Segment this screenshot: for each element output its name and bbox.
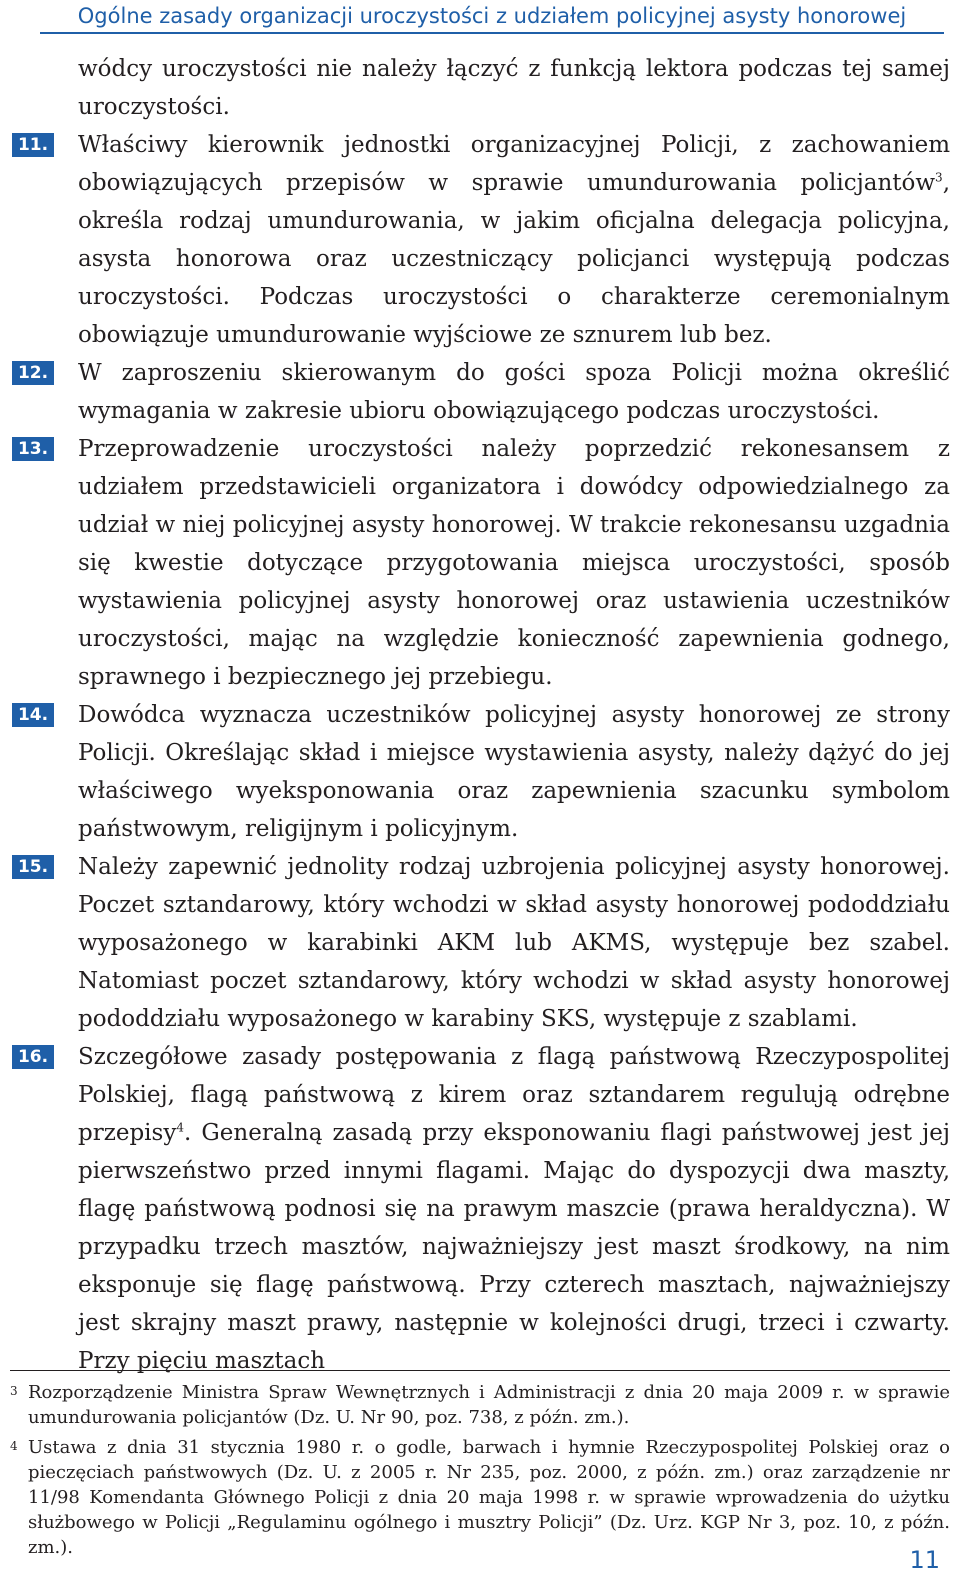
list-item-16 [0,1038,960,1380]
footnotes [0,1380,960,1565]
continuation-paragraph [0,50,960,126]
list-item-12 [0,354,960,430]
footnote-ref-4[interactable]: 4 [176,1120,184,1135]
footnote-ref-3[interactable]: 3 [935,170,943,185]
list-item-13 [0,430,960,696]
footnote-text: Rozporządzenie Ministra Spraw Wewnętrznych i Administracji z dnia 20 maja 2009 r. w sprawie umundurowania policjantów (Dz. U. Nr 90, poz. 738, z późn. zm.). [28,1382,950,1428]
footnote-divider [10,1370,950,1371]
footnote-3 [0,1380,960,1430]
item-text-continued: . Generalną zasadą przy eksponowaniu flagi państwowej jest jej pierwszeństwo przed innymi flagami. Mając do dyspozycji dwa maszty, flagę państwową podnosi się na prawym maszcie (prawa heraldyczna). W przypadku trzech masztów, najważniejszy jest maszt środkowy, na nim eksponuje się flagę państwową. Przy czterech masztach, najważniejszy jest skrajny maszt prawy, następnie w kolejności drugi, trzeci i czwarty. Przy pięciu masztach [78,1120,950,1374]
footnote-number: 3 [10,1384,18,1398]
item-text: Należy zapewnić jednolity rodzaj uzbrojenia policyjnej asysty honorowej. Poczet sztandarowy, który wchodzi w skład asysty honorowej pododdziału wyposażonego w karabinki AKM lub AKMS, występuje bez szabel. Natomiast poczet sztandarowy, który wchodzi w skład asysty honorowej pododdziału wyposażonego w karabiny SKS, występuje z szablami. [78,854,950,1032]
continuation-text: wódcy uroczystości nie należy łączyć z funkcją lektora podczas tej samej uroczystości. [78,56,950,120]
footnote-number: 4 [10,1439,18,1453]
main-text [0,50,960,1380]
item-number-badge: 11. [12,133,54,157]
item-number-badge: 12. [12,361,54,385]
list-item-11 [0,126,960,354]
list-item-15 [0,848,960,1038]
item-text-continued: , określa rodzaj umundurowania, w jakim oficjalna delegacja policyjna, asysta honorowa oraz uczestniczący policjanci występują podczas uroczystości. Podczas uroczystości o charakterze ceremonialnym obowiązuje umundurowanie wyjściowe ze sznurem lub bez. [78,170,950,348]
running-header: Ogólne zasady organizacji uroczystości z udziałem policyjnej asysty honorowej [40,2,944,34]
item-text: Właściwy kierownik jednostki organizacyjnej Policji, z zachowaniem obowiązujących przepisów w sprawie umundurowania policjantów [78,132,950,196]
footnote-4 [0,1435,960,1560]
item-text: W zaproszeniu skierowanym do gości spoza Policji można określić wymagania w zakresie ubioru obowiązującego podczas uroczystości. [78,360,950,424]
item-number-badge: 15. [12,855,54,879]
item-number-badge: 13. [12,437,54,461]
list-item-14 [0,696,960,848]
item-text: Dowódca wyznacza uczestników policyjnej asysty honorowej ze strony Policji. Określając skład i miejsce wystawienia asysty, należy dążyć do jej właściwego wyeksponowania oraz zapewnienia szacunku symbolom państwowym, religijnym i policyjnym. [78,702,950,842]
item-number-badge: 16. [12,1045,54,1069]
footnote-text: Ustawa z dnia 31 stycznia 1980 r. o godle, barwach i hymnie Rzeczypospolitej Polskiej oraz o pieczęciach państwowych (Dz. U. z 2005 r. Nr 235, poz. 2000, z późn. zm.) oraz zarządzenie nr 11/98 Komendanta Głównego Policji z dnia 20 maja 1998 r. w sprawie wprowadzenia do użytku służbowego w Policji „Regulaminu ogólnego i musztry Policji” (Dz. Urz. KGP Nr 3, poz. 10, z późn. zm.). [28,1437,950,1558]
item-text: Przeprowadzenie uroczystości należy poprzedzić rekonesansem z udziałem przedstawicieli organizatora i dowódcy odpowiedzialnego za udział w niej policyjnej asysty honorowej. W trakcie rekonesansu uzgadnia się kwestie dotyczące przygotowania miejsca uroczystości, sposób wystawienia policyjnej asysty honorowej oraz ustawienia uczestników uroczystości, mając na względzie konieczność zapewnienia godnego, sprawnego i bezpiecznego jej przebiegu. [78,436,950,690]
item-number-badge: 14. [12,703,54,727]
item-text: Szczegółowe zasady postępowania z flagą państwową Rzeczypospolitej Polskiej, flagą państwową z kirem oraz sztandarem regulują odrębne przepisy [78,1044,950,1146]
page-number: 11 [909,1546,940,1574]
